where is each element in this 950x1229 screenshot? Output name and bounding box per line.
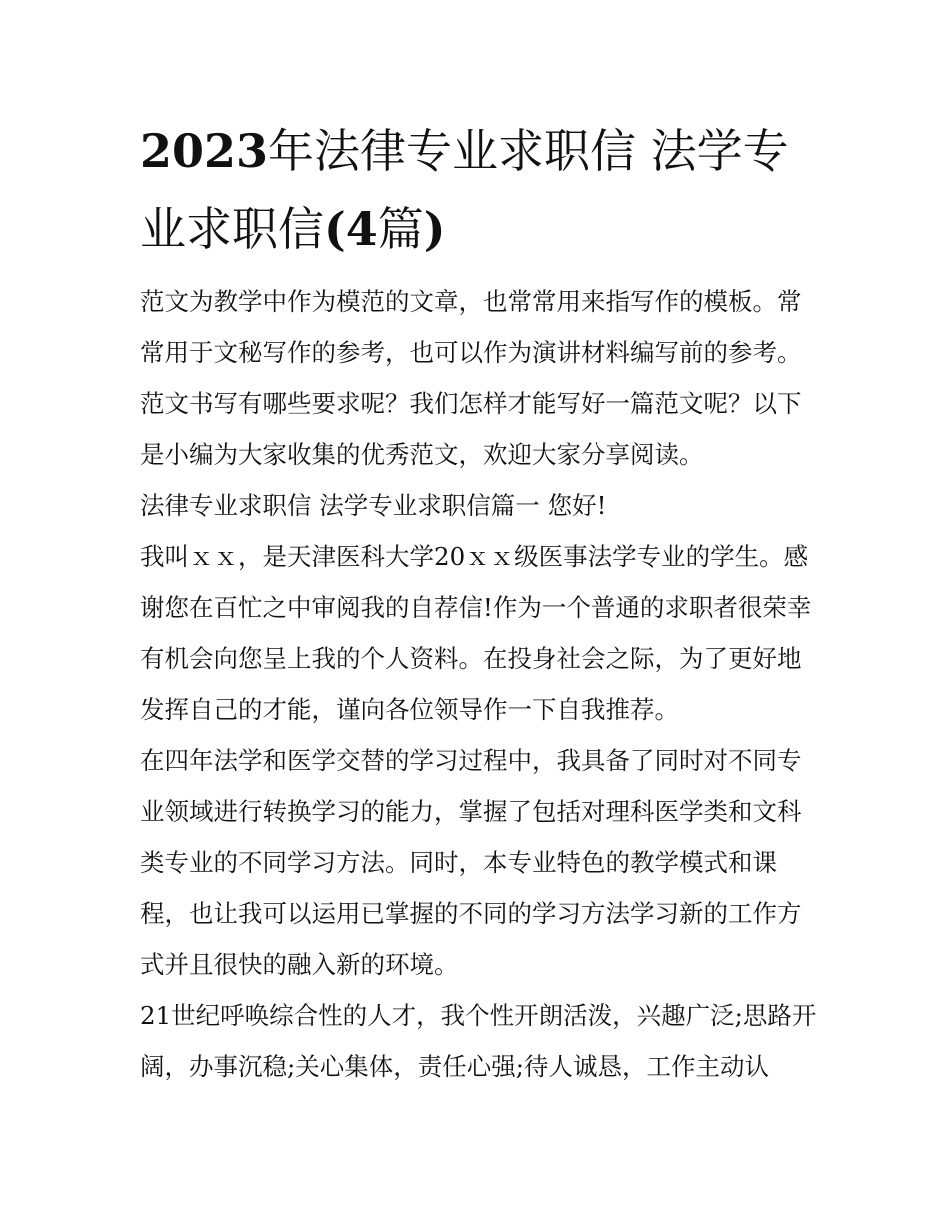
document-title xyxy=(140,112,820,268)
title-count: (4 xyxy=(324,202,378,256)
paragraph-personality: 21世纪呼唤综合性的人才，我个性开朗活泼，兴趣广泛;思路开阔，办事沉稳;关心集体，责任心强;待人诚恳，工作主动认 xyxy=(140,1001,817,1081)
title-close: ) xyxy=(423,202,446,256)
paragraph-heading: 法律专业求职信 法学专业求职信篇一 您好! xyxy=(140,491,607,520)
title-unit: 篇 xyxy=(377,202,424,256)
paragraph-intro: 范文为教学中作为模范的文章，也常常用来指写作的模板。常常用于文秘写作的参考，也可以作为演讲材料编写前的参考。范文书写有哪些要求呢？我们怎样才能写好一篇范文呢？以下是小编为大家收集的优秀范文，欢迎大家分享阅读。 xyxy=(140,287,802,469)
document-body xyxy=(140,276,820,1092)
title-year: 2023 xyxy=(140,124,269,178)
paragraph-study: 在四年法学和医学交替的学习过程中，我具备了同时对不同专业领域进行转换学习的能力，掌握了包括对理科医学类和文科类专业的不同学习方法。同时，本专业特色的教学模式和课程，也让我可以运用已掌握的不同的学习方法学习新的工作方式并且很快的融入新的环境。 xyxy=(140,746,802,979)
paragraph-self-intro: 我叫ｘｘ，是天津医科大学20ｘｘ级医事法学专业的学生。感谢您在百忙之中审阅我的自荐信!作为一个普通的求职者很荣幸有机会向您呈上我的个人资料。在投身社会之际，为了更好地发挥自己的才能，谨向各位领导作一下自我推荐。 xyxy=(140,542,812,724)
title-main: 年法律专业求职信 法学专业求职信 xyxy=(140,124,789,256)
